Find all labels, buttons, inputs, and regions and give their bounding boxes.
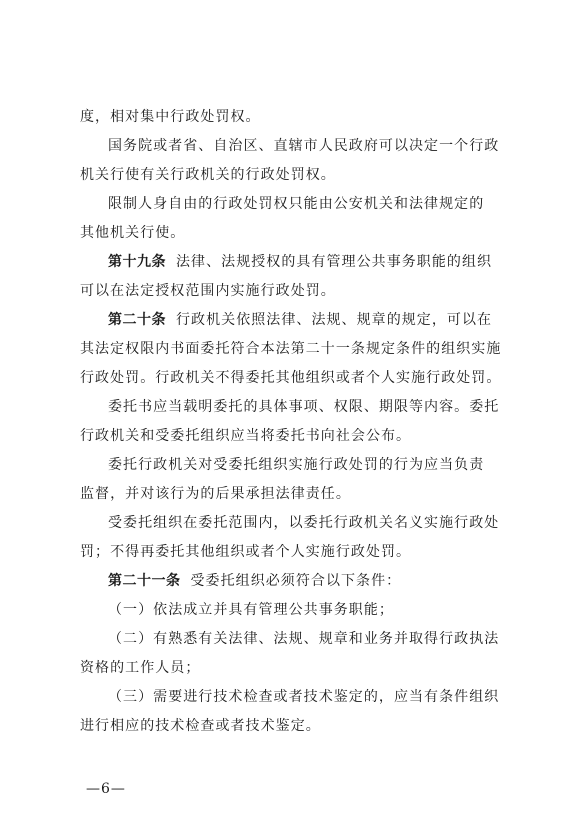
article-text: 法律、法规授权的具有管理公共事务职能的组织 (176, 254, 493, 270)
text-line: 受委托组织在委托范围内，以委托行政机关名义实施行政处 (108, 515, 500, 531)
text-line: 行政处罚。行政机关不得委托其他组织或者个人实施行政处罚。 (80, 370, 502, 386)
text-line: 委托行政机关对受委托组织实施行政处罚的行为应当负责 (108, 457, 485, 473)
article-21 (108, 572, 510, 590)
text-line: 行政机关和受委托组织应当将委托书向社会公布。 (80, 428, 412, 444)
article-text: 行政机关依照法律、法规、规章的规定，可以在 (176, 312, 493, 328)
text-line: 机关行使有关行政机关的行政处罚权。 (80, 167, 336, 183)
article-20 (108, 311, 510, 329)
text-line: 罚；不得再委托其他组织或者个人实施行政处罚。 (80, 544, 412, 560)
text-line: 度，相对集中行政处罚权。 (80, 109, 261, 125)
text-line: 国务院或者省、自治区、直辖市人民政府可以决定一个行政 (108, 138, 500, 154)
text-line: （一）依法成立并具有管理公共事务职能； (108, 602, 394, 618)
article-heading: 第十九条 (108, 254, 166, 270)
article-heading: 第二十条 (108, 312, 166, 328)
text-line: （二）有熟悉有关法律、法规、规章和业务并取得行政执法 (108, 631, 500, 647)
text-line: 其法定权限内书面委托符合本法第二十一条规定条件的组织实施 (80, 341, 502, 357)
page-number: —6— (86, 781, 126, 797)
text-line: 可以在法定授权范围内实施行政处罚。 (80, 283, 336, 299)
text-line: 资格的工作人员； (80, 660, 201, 676)
article-heading: 第二十一条 (108, 573, 181, 589)
article-19 (108, 253, 510, 271)
text-line: 限制人身自由的行政处罚权只能由公安机关和法律规定的 (108, 196, 485, 212)
text-line: 进行相应的技术检查或者技术鉴定。 (80, 718, 321, 734)
text-line: 监督，并对该行为的后果承担法律责任。 (80, 486, 351, 502)
article-text: 受委托组织必须符合以下条件： (190, 573, 402, 589)
text-line: （三）需要进行技术检查或者技术鉴定的，应当有条件组织 (108, 689, 500, 705)
text-line: 委托书应当载明委托的具体事项、权限、期限等内容。委托 (108, 399, 500, 415)
text-line: 其他机关行使。 (80, 225, 186, 241)
